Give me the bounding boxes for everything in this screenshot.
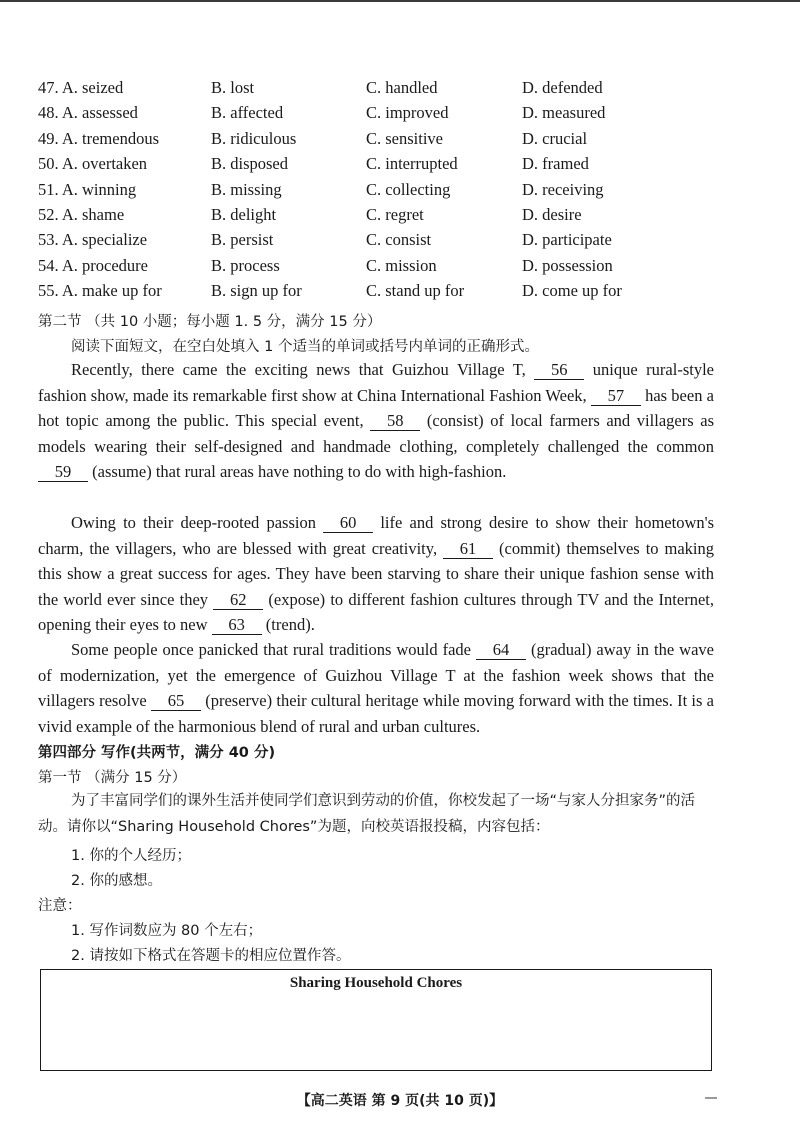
blank-59[interactable]: 59 [38,463,88,482]
note-item-1: 1. 写作词数应为 80 个左右； [71,923,263,939]
blank-65[interactable]: 65 [151,692,201,711]
writing-prompt: 为了丰富同学们的课外生活并使同学们意识到劳动的价值，你校发起了一场“与家人分担家务”的活动。请你以“Sharing Household Chores”为题，向校英语报投稿，内容包括： [38,793,696,835]
blank-56[interactable]: 56 [534,361,584,380]
passage-text: Recently, there came the exciting news that Guizhou Village T, [71,360,535,379]
option-d: D. participate [522,230,612,250]
option-row-49 [38,129,778,154]
option-b: B. disposed [211,154,289,174]
passage-text: life and strong desire to show their hometown's charm, the villagers, who are blessed with great creativity, [38,513,715,558]
option-row-55 [38,281,778,306]
option-a: 55. A. make up for [38,281,162,301]
top-border [0,0,800,2]
option-b: B. affected [211,103,284,123]
option-b: B. ridiculous [211,128,297,148]
option-d: D. defended [522,78,603,97]
blank-57[interactable]: 57 [591,387,641,406]
part4-heading: 第四部分 写作(共两节，满分 40 分) [38,745,276,761]
option-a: 52. A. shame [38,204,125,224]
option-row-51 [38,180,778,205]
passage-text: (trend). [261,615,315,635]
page-footer: 【高二英语 第 9 页(共 10 页)】 [296,1093,504,1109]
blank-64[interactable]: 64 [476,641,526,660]
passage-text: (preserve) their cultural heritage while moving forward with the times. It is a vivid example of the harmonious blend of rural and urban cultures. [38,691,714,736]
option-a: 51. A. winning [38,179,137,199]
option-d: D. receiving [522,179,604,199]
option-row-50 [38,154,778,179]
options-list [38,78,778,307]
option-a: 53. A. specialize [38,230,148,250]
option-c: C. improved [366,103,449,123]
blank-60[interactable]: 60 [323,514,373,533]
option-b: B. sign up for [211,281,302,301]
option-c: C. collecting [366,179,451,199]
option-b: B. persist [211,230,274,250]
option-c: C. consist [366,230,432,250]
passage-text: (assume) that rural areas have nothing to do with high-fashion. [88,462,507,482]
option-b: B. lost [211,78,255,97]
option-b: B. process [211,255,280,275]
option-a: 54. A. procedure [38,255,148,275]
option-row-52 [38,205,778,230]
passage-text: (commit) themselves to making this show a great success for ages. They have been starving to share their unique fashion sense with the world ever since they [38,538,714,609]
passage-text: (consist) of local farmers and villagers as models wearing their self-designed and handmade clothing, completely challenged the common [38,411,714,456]
option-d: D. framed [522,154,589,174]
blank-58[interactable]: 58 [370,412,420,431]
passage-text: has been a hot topic among the public. This special event, [38,385,714,431]
blank-61[interactable]: 61 [443,540,493,559]
note-label: 注意： [38,898,82,914]
passage-text: Owing to their deep-rooted passion [71,513,324,532]
option-row-53 [38,230,778,255]
option-c: C. sensitive [366,128,443,148]
option-d: D. come up for [522,281,622,301]
passage-paragraph-3 [38,637,714,739]
passage-text: unique rural-style fashion show, made its remarkable first show at China International Fashion Week, [38,360,714,405]
option-a: 47. A. seized [38,78,124,97]
option-row-48 [38,103,778,128]
blank-62[interactable]: 62 [213,591,263,610]
passage-text: (expose) to different fashion cultures through TV and the Internet, opening their eyes to new [38,589,714,635]
option-row-47 [38,78,778,103]
option-b: B. delight [211,204,277,224]
passage-paragraph-2 [38,510,714,638]
option-a: 48. A. assessed [38,103,138,123]
passage-paragraph-1 [38,357,714,485]
option-c: C. stand up for [366,281,465,301]
option-c: C. regret [366,204,424,224]
option-c: C. interrupted [366,154,458,174]
option-d: D. desire [522,204,582,224]
prompt-item-2: 2. 你的感想。 [71,873,162,889]
option-d: D. crucial [522,128,588,148]
note-item-2: 2. 请按如下格式在答题卡的相应位置作答。 [71,948,351,964]
section2-instruction: 阅读下面短文，在空白处填入 1 个适当的单词或括号内单词的正确形式。 [71,339,539,355]
prompt-item-1: 1. 你的个人经历； [71,848,191,864]
option-b: B. missing [211,179,282,199]
option-a: 49. A. tremendous [38,128,159,148]
option-d: D. possession [522,255,613,275]
option-a: 50. A. overtaken [38,154,148,174]
option-row-54 [38,256,778,281]
blank-63[interactable]: 63 [212,616,262,635]
passage-text: Some people once panicked that rural traditions would fade [71,640,476,659]
part4-section1-heading: 第一节 （满分 15 分） [38,770,187,786]
option-d: D. measured [522,103,606,123]
scan-mark [705,1097,717,1099]
answer-box-title: Sharing Household Chores [289,975,463,991]
answer-box[interactable] [40,969,712,1071]
option-c: C. mission [366,255,437,275]
passage-text: (gradual) away in the wave of modernization, yet the emergence of Guizhou Village T at the fashion week shows that the villagers resolve [38,640,714,711]
section2-heading: 第二节 （共 10 小题；每小题 1. 5 分，满分 15 分） [38,314,382,330]
option-c: C. handled [366,78,438,97]
